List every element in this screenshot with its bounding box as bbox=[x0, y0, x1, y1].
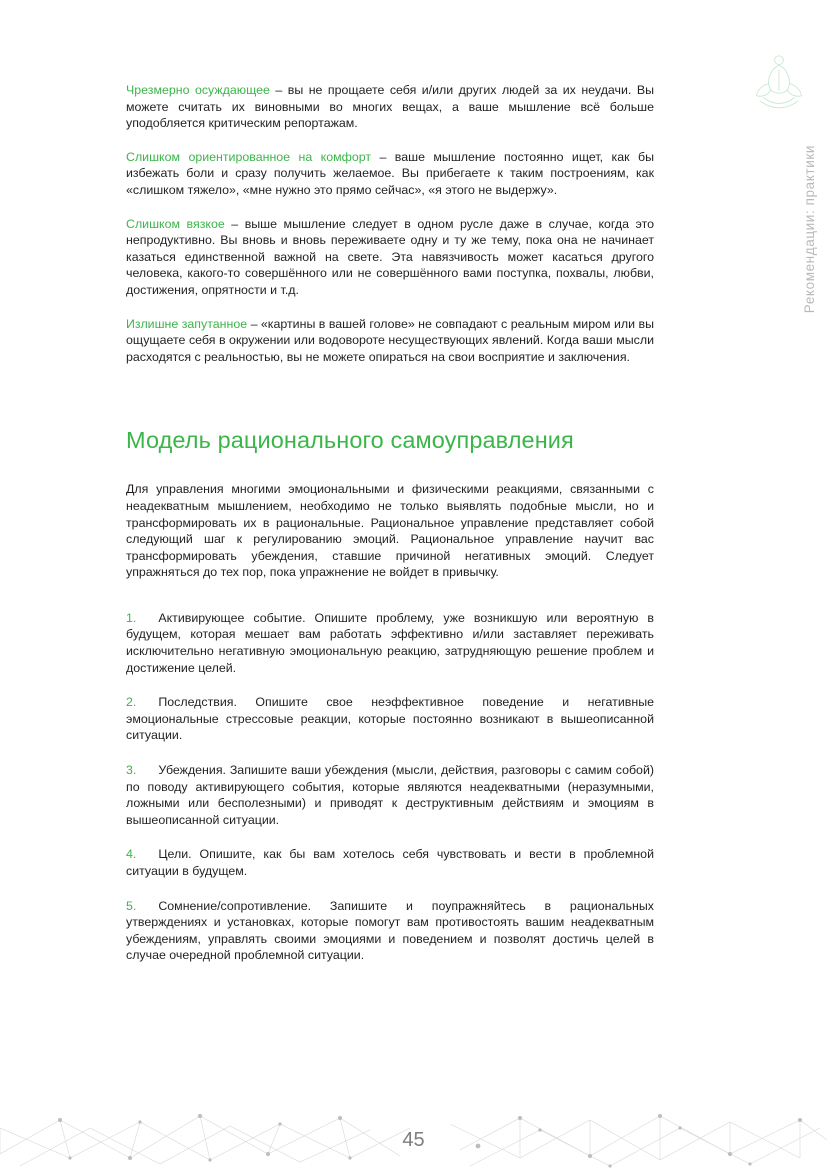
paragraph-text: – вы не прощаете себя и/или других людей за их неудачи. Вы можете считать их виновными во многих вещах, а ваше мышление всё больше уподобляется критическим репортажам. bbox=[126, 83, 655, 131]
spacer bbox=[126, 598, 654, 610]
footer-decoration-icon bbox=[0, 1058, 827, 1170]
list-item bbox=[126, 898, 654, 964]
paragraph-text: – ваше мышление постоянно ищет, как бы избежать боли и сразу получить желаемое. Вы прибегаете к таким построениям, как «слишком тяжело», «мне нужно это прямо сейчас», «я этого не выдержу». bbox=[126, 149, 654, 197]
list-item-number: 3. bbox=[126, 763, 137, 778]
list-item-number: 4. bbox=[126, 847, 137, 862]
paragraph-lead: Слишком вязкое bbox=[126, 216, 225, 231]
meditating-figure-icon bbox=[753, 52, 805, 110]
list-item-text: Активирующее событие. Опишите проблему, уже возникшую или вероятную в будущем, которая мешает вам работать эффективно и/или заставляет переживать исключительно негативную эмоциональную реакцию, затрудняющую решение проблем и достижение целей. bbox=[126, 610, 654, 675]
paragraph-text: – выше мышление следует в одном русле даже в случае, когда это непродуктивно. Вы вновь и вновь переживаете одну и ту же тему, пока она не начинает казаться единственной важной на свете. Эта навязчивость может касаться другого человека, какого-то совершённого или не совершённого вами поступка, похвалы, любви, достижения, опрятности и т.д. bbox=[126, 216, 654, 297]
side-tab-label: Рекомендации: практики bbox=[802, 145, 817, 314]
list-item-number: 5. bbox=[126, 898, 137, 913]
list-item-text: Сомнение/сопротивление. Запишите и поупражняйтесь в рациональных утверждениях и установках, которые помогут вам противостоять вашим неадекватным убеждениям, управлять своими эмоциями и поведением и позволят достичь целей в случае очередной проблемной ситуации. bbox=[126, 898, 654, 963]
paragraph-text: – «картины в вашей голове» не совпадают с реальным миром или вы ощущаете себя в окружении или водовороте несуществующих явлений. Когда ваши мысли расходятся с реальностью, вы не можете опираться на свои восприятие и заключения. bbox=[126, 316, 654, 364]
list-item bbox=[126, 610, 654, 676]
list-item bbox=[126, 846, 654, 879]
list-item-number: 2. bbox=[126, 695, 137, 710]
main-content bbox=[126, 82, 654, 982]
paragraph-lead: Слишком ориентированное на комфорт bbox=[126, 149, 372, 164]
page-number: 45 bbox=[402, 1129, 425, 1151]
paragraph-lead: Излишне запутанное bbox=[126, 316, 248, 331]
paragraph bbox=[126, 149, 654, 199]
paragraph bbox=[126, 82, 654, 132]
list-item-number: 1. bbox=[126, 610, 137, 625]
spacer bbox=[126, 455, 654, 481]
paragraph bbox=[126, 316, 654, 366]
list-item bbox=[126, 694, 654, 744]
section-intro: Для управления многими эмоциональными и физическими реакциями, связанными с неадекватным мышлением, необходимо не только выявлять подобные мысли, но и трансформировать их в рациональные. Рациональное управление представляет собой следующий шаг к регулированию эмоций. Рациональное управление научит вас трансформировать убеждения, ставшие причиной негативных эмоций. Следует упражняться до тех пор, пока упражнение не войдет в привычку. bbox=[126, 482, 654, 580]
list-item-text: Последствия. Опишите свое неэффективное поведение и негативные эмоциональные стрессовые реакции, которые постоянно возникают в вышеописанной ситуации. bbox=[126, 695, 654, 743]
paragraph-lead: Чрезмерно осуждающее bbox=[126, 83, 270, 97]
spacer bbox=[126, 382, 654, 426]
list-item bbox=[126, 762, 654, 828]
list-item-text: Цели. Опишите, как бы вам хотелось себя чувствовать и вести в проблемной ситуации в будущем. bbox=[126, 847, 654, 878]
page-footer bbox=[0, 1058, 827, 1170]
side-tab bbox=[755, 0, 827, 1170]
paragraph bbox=[126, 216, 654, 299]
section-title: Модель рационального самоуправления bbox=[126, 427, 574, 454]
list-item-text: Убеждения. Запишите ваши убеждения (мысли, действия, разговоры с самим собой) по поводу активирующего события, которые являются неадекватными (неразумными, ложными или бесполезными) и приводят к деструктивным действиям и эмоциям в вышеописанной ситуации. bbox=[126, 763, 654, 827]
